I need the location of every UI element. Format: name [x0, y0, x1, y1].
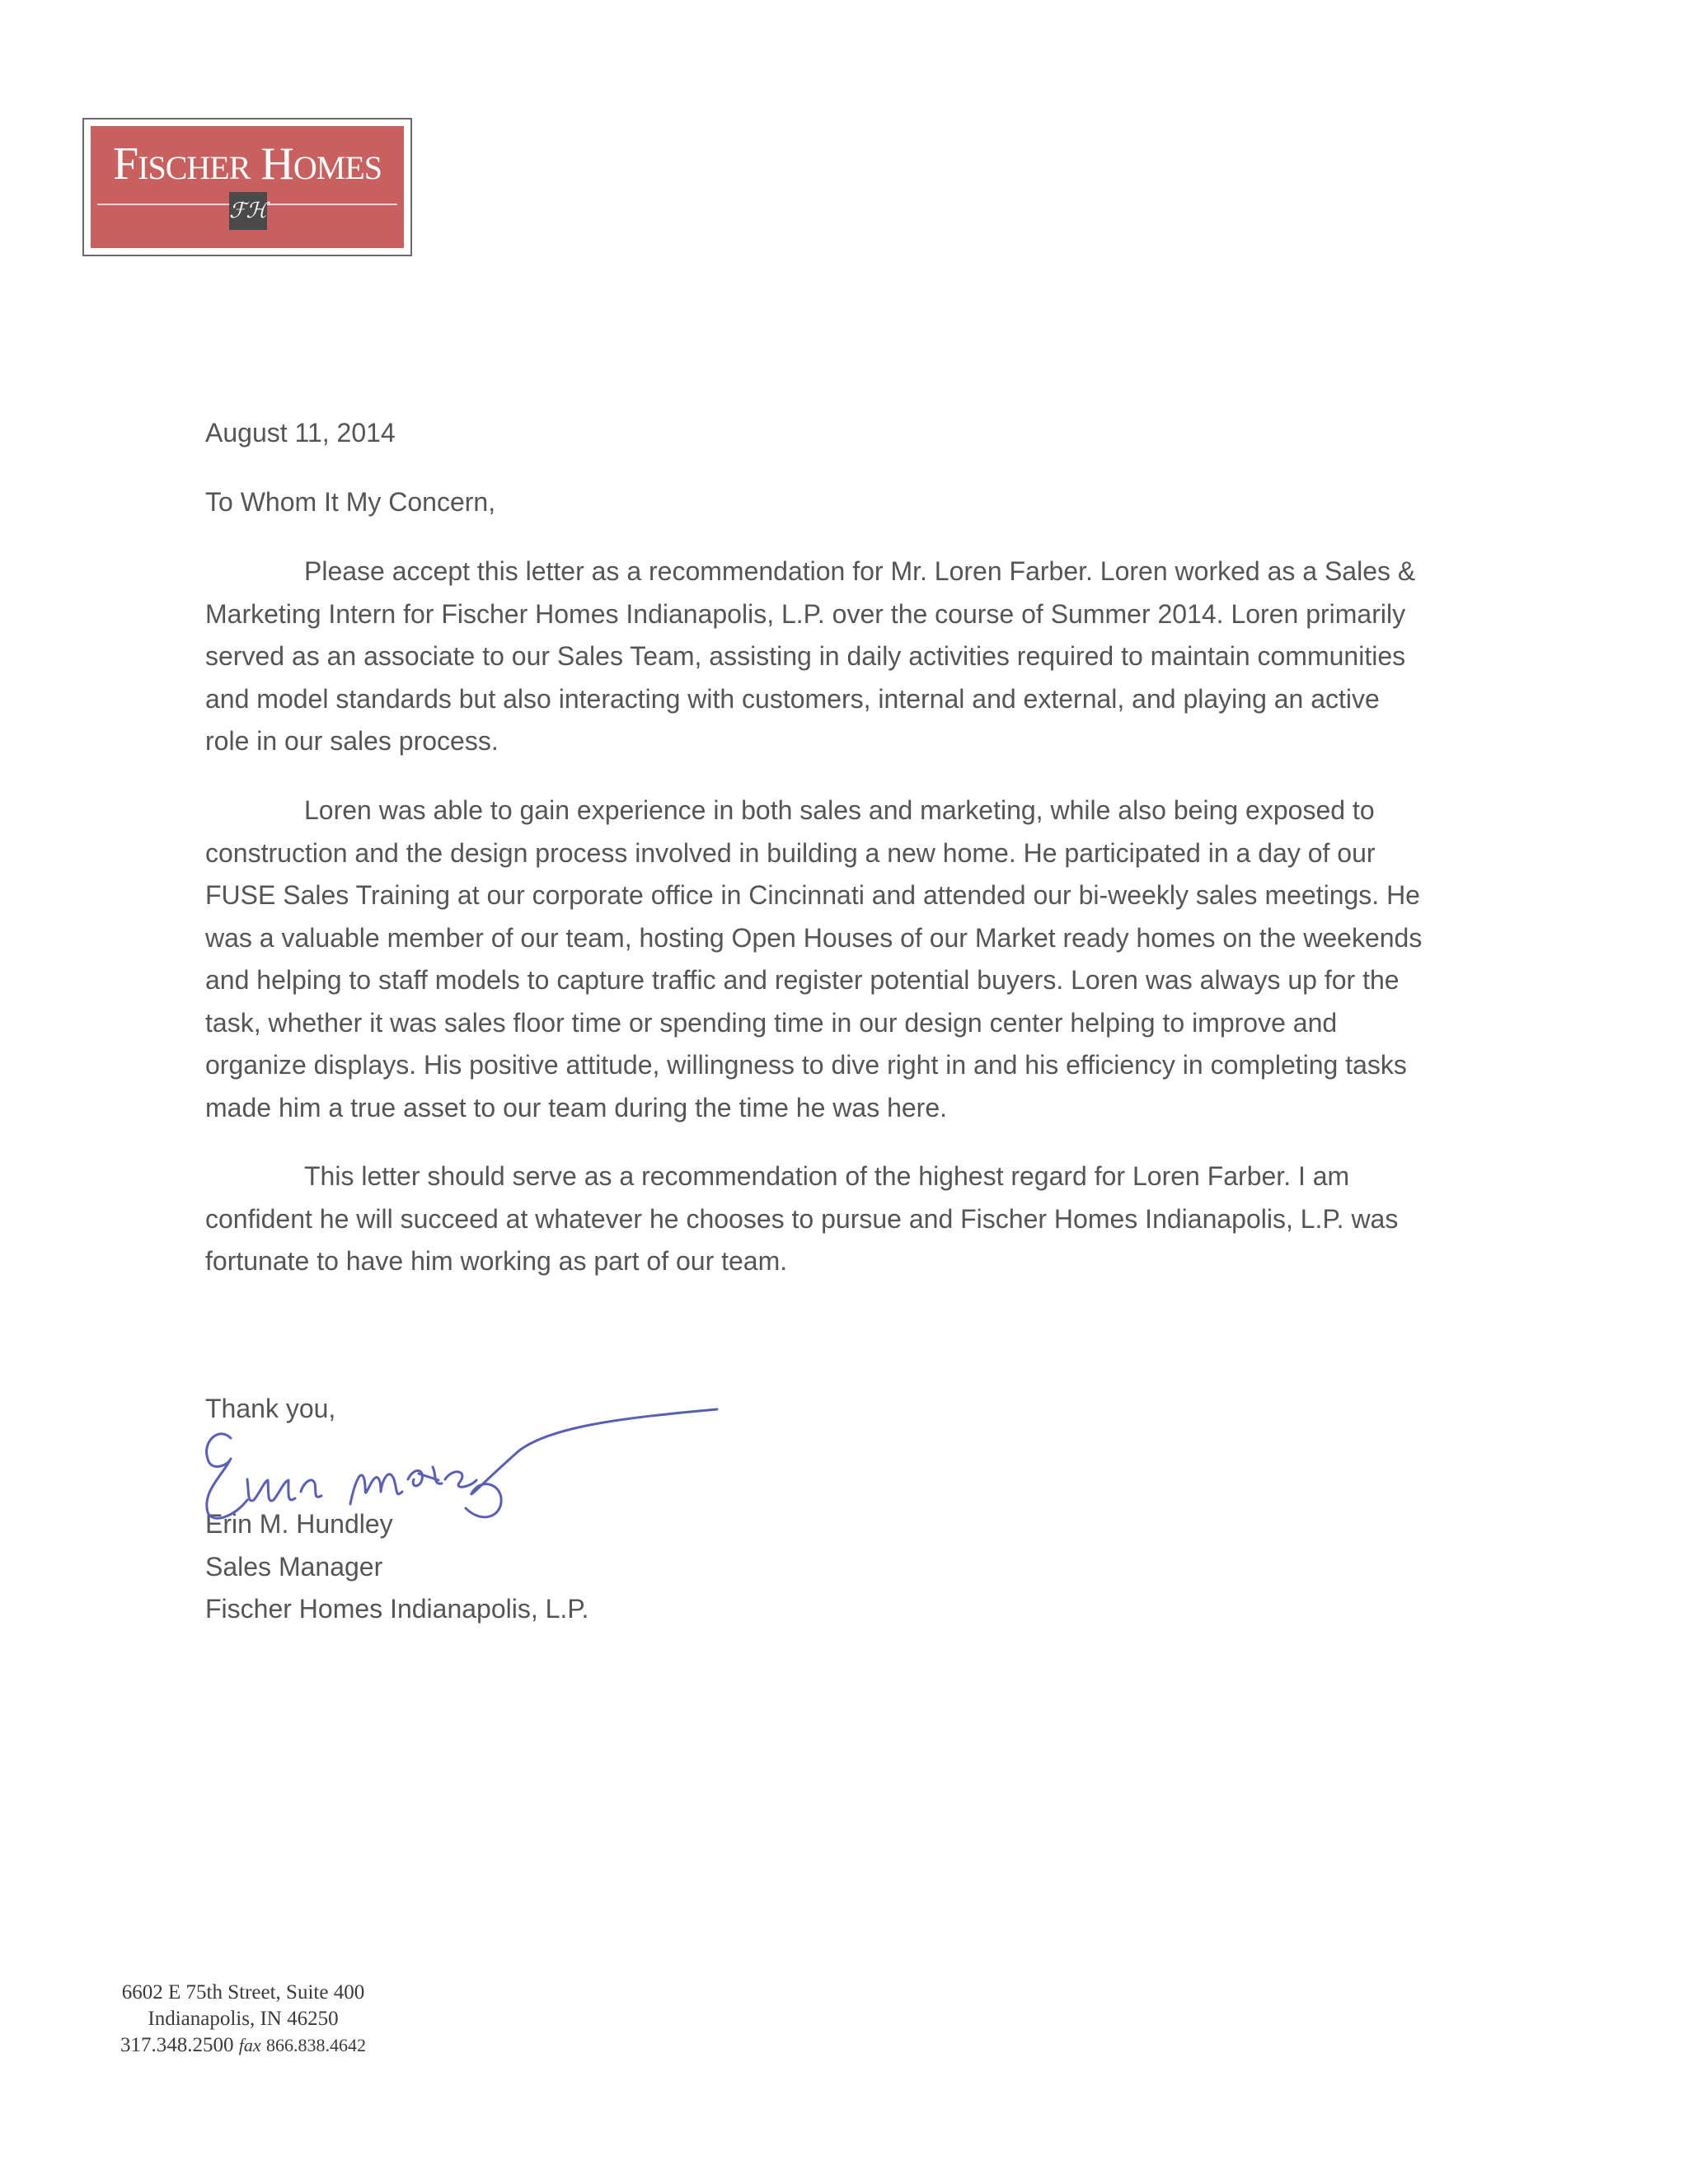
- paragraph-line: served as an associate to our Sales Team, assisting in daily activities required to maintain communities: [205, 641, 1406, 671]
- paragraph-line: FUSE Sales Training at our corporate office in Cincinnati and attended our bi-weekly sales meetings. He: [205, 880, 1420, 910]
- contact-line: [91, 2032, 396, 2059]
- paragraph-line: Loren was able to gain experience in both sales and marketing, while also being exposed to: [304, 795, 1375, 825]
- address-street: 6602 E 75th Street, Suite 400: [121, 1981, 365, 2004]
- paragraph-line: fortunate to have him working as part of our team.: [205, 1246, 788, 1276]
- salutation: To Whom It My Concern,: [205, 487, 496, 517]
- paragraph-line: Marketing Intern for Fischer Homes Indianapolis, L.P. over the course of Summer 2014. Loren primarily: [205, 598, 1406, 629]
- fax-number: 866.838.4642: [265, 2035, 366, 2055]
- letter-date: August 11, 2014: [205, 418, 396, 448]
- signer-name: Erin M. Hundley: [205, 1509, 393, 1539]
- closing: Thank you,: [205, 1394, 336, 1423]
- paragraph-3: [205, 1155, 1491, 1283]
- signer-title: Sales Manager: [205, 1551, 383, 1582]
- company-logo: [82, 118, 412, 256]
- logo-monogram: ℱℋ: [229, 192, 267, 230]
- paragraph-line: Please accept this letter as a recommendation for Mr. Loren Farber. Loren worked as a Sales &: [304, 556, 1416, 586]
- paragraph-line: and helping to staff models to capture traffic and register potential buyers. Loren was always up for the: [205, 965, 1400, 995]
- handwritten-signature: [198, 1401, 734, 1525]
- paragraph-line: organize displays. His positive attitude, willingness to dive right in and his efficiency in completing tasks: [205, 1050, 1407, 1080]
- paragraph-line: task, whether it was sales floor time or spending time in our design center helping to improve and: [205, 1007, 1338, 1038]
- paragraph-1: [205, 551, 1491, 763]
- signature-lettering: Erin M Hundley: [321, 1459, 327, 1460]
- address-city: Indianapolis, IN 46250: [148, 2008, 339, 2030]
- fax-label: fax: [238, 2035, 261, 2055]
- paragraph-line: was a valuable member of our team, hosting Open Houses of our Market ready homes on the weekends: [205, 922, 1423, 953]
- paragraph-line: confident he will succeed at whatever he chooses to pursue and Fischer Homes Indianapolis, L.P. was: [205, 1203, 1399, 1234]
- paragraph-line: made him a true asset to our team during the time he was here.: [205, 1092, 948, 1122]
- footer-address: [91, 1980, 396, 2059]
- logo-panel: [91, 126, 404, 248]
- paragraph-line: role in our sales process.: [205, 726, 499, 756]
- logo-wordmark: FISCHER HOMES: [113, 138, 382, 190]
- phone-number: 317.348.2500: [120, 2034, 234, 2056]
- signer-company: Fischer Homes Indianapolis, L.P.: [205, 1594, 589, 1624]
- paragraph-2: [205, 790, 1491, 1129]
- paragraph-line: This letter should serve as a recommendation of the highest regard for Loren Farber. I am: [304, 1161, 1350, 1191]
- paragraph-line: construction and the design process involved in building a new home. He participated in a day of our: [205, 837, 1376, 868]
- paragraph-line: and model standards but also interacting with customers, internal and external, and playing an active: [205, 683, 1380, 714]
